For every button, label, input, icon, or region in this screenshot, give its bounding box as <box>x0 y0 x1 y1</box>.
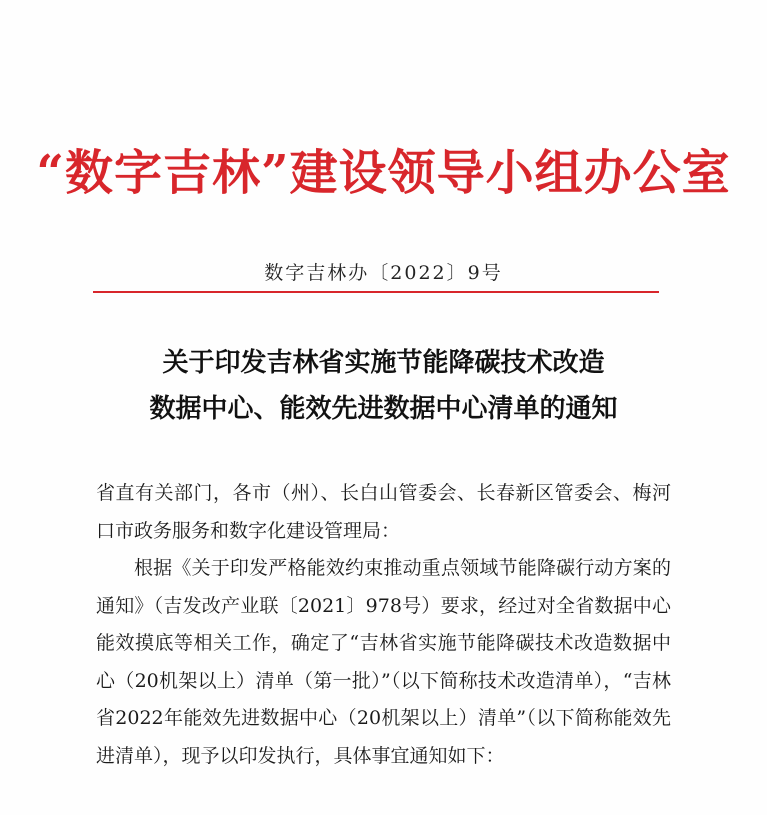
document-number: 数字吉林办〔2022〕9号 <box>264 262 503 284</box>
notice-title-line-2: 数据中心、能效先进数据中心清单的通知 <box>149 394 618 424</box>
body-paragraph: 根据《关于印发严格能效约束推动重点领域节能降碳行动方案的通知》（吉发改产业联〔2021〕978号）要求，经过对全省数据中心能效摸底等相关工作，确定了“吉林省实施节能降碳技术改造数据中心（20机架以上）清单（第一批）”（以下简称技术改造清单），“吉林省2022年能效先进数据中心（20机架以上）清单”（以下简称能效先进清单），现予以印发执行，具体事宜通知如下： <box>96 557 671 767</box>
recipients-paragraph: 省直有关部门，各市（州）、长白山管委会、长春新区管委会、梅河口市政务服务和数字化建设管理局： <box>96 482 671 542</box>
red-divider-line <box>93 291 659 293</box>
document-body <box>96 475 671 775</box>
issuer-header: “数字吉林”建设领导小组办公室 <box>36 145 731 201</box>
notice-title-line-1: 关于印发吉林省实施节能降碳技术改造 <box>162 348 605 378</box>
notice-title <box>0 340 767 432</box>
